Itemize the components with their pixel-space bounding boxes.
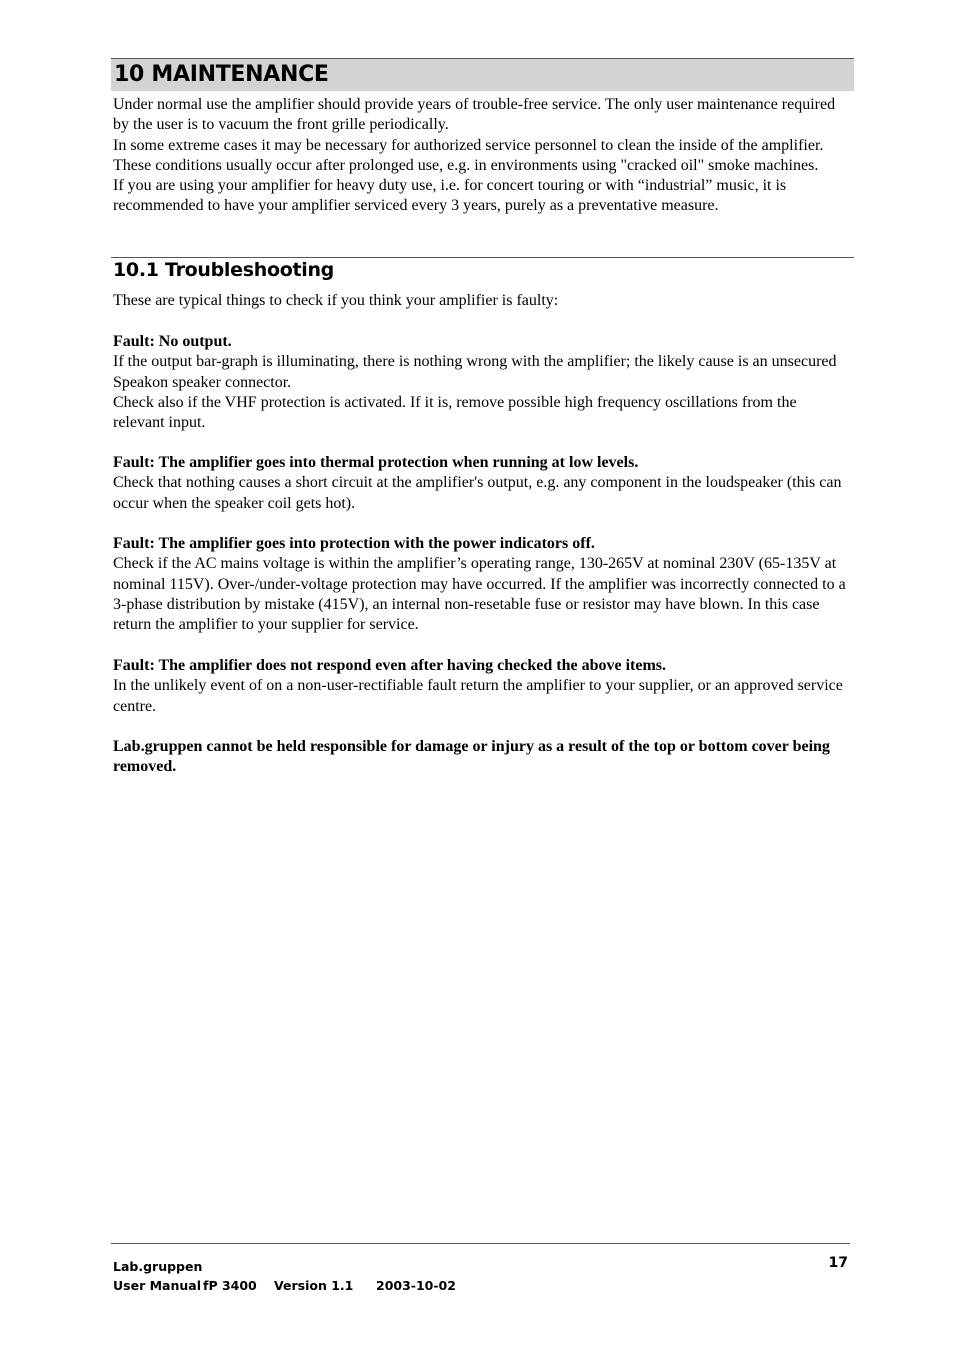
- footer-date: 2003-10-02: [376, 1278, 456, 1293]
- fault-heading: Fault: The amplifier goes into thermal protection when running at low levels.: [113, 454, 639, 471]
- maintenance-paragraph: In some extreme cases it may be necessary for authorized service personnel to clean the inside of the amplifier. These conditions usually occur after prolonged use, e.g. in environments using "cracked oil" smoke machines.: [113, 136, 824, 174]
- fault-heading: Fault: The amplifier does not respond even after having checked the above items.: [113, 657, 667, 674]
- fault-power-indicators: [113, 534, 848, 635]
- footer-model: fP 3400: [203, 1278, 257, 1293]
- fault-heading: Fault: No output.: [113, 333, 232, 350]
- subsection-rule: [111, 257, 854, 258]
- fault-text: If the output bar-graph is illuminating, there is nothing wrong with the amplifier; the likely cause is an unsecured Speakon speaker connector.: [113, 353, 837, 391]
- footer: [113, 1257, 456, 1295]
- fault-text: Check that nothing causes a short circuit at the amplifier's output, e.g. any component in the loudspeaker (this can occur when the speaker coil gets hot).: [113, 474, 842, 512]
- fault-no-response: [113, 656, 848, 717]
- footer-version: Version 1.1: [274, 1278, 354, 1293]
- maintenance-intro: [113, 95, 848, 217]
- fault-heading: Fault: The amplifier goes into protection with the power indicators off.: [113, 535, 595, 552]
- footer-manual: User Manual: [113, 1278, 201, 1293]
- maintenance-paragraph: If you are using your amplifier for heavy duty use, i.e. for concert touring or with “industrial” music, it is recommended to have your amplifier serviced every 3 years, purely as a preventative measure.: [113, 177, 787, 215]
- section-title: 10 MAINTENANCE: [114, 62, 329, 87]
- fault-text: In the unlikely event of on a non-user-rectifiable fault return the amplifier to your supplier, or an approved service centre.: [113, 677, 843, 715]
- disclaimer-text: Lab.gruppen cannot be held responsible for damage or injury as a result of the top or bottom cover being removed.: [113, 738, 830, 776]
- troubleshooting-intro-text: These are typical things to check if you think your amplifier is faulty:: [113, 292, 559, 309]
- disclaimer: [113, 737, 833, 778]
- footer-details: [113, 1276, 456, 1295]
- maintenance-paragraph: Under normal use the amplifier should provide years of trouble-free service. The only user maintenance required by the user is to vacuum the front grille periodically.: [113, 96, 836, 134]
- subsection-title: 10.1 Troubleshooting: [113, 259, 334, 281]
- page-number: 17: [828, 1255, 848, 1271]
- fault-text: Check if the AC mains voltage is within the amplifier’s operating range, 130-265V at nominal 230V (65-135V at nominal 115V). Over-/under-voltage protection may have occurred. If the amplifier was incorrectly connected to a 3-phase distribution by mistake (415V), an internal non-resetable fuse or resistor may have blown. In this case return the amplifier to your supplier for service.: [113, 555, 846, 634]
- troubleshooting-intro: [113, 291, 848, 311]
- fault-no-output: [113, 332, 848, 433]
- footer-company: Lab.gruppen: [113, 1259, 203, 1274]
- fault-text: Check also if the VHF protection is activated. If it is, remove possible high frequency oscillations from the relevant input.: [113, 393, 797, 432]
- footer-rule: [111, 1243, 850, 1244]
- section-heading-bar: [111, 58, 854, 91]
- fault-thermal-protection: [113, 453, 848, 514]
